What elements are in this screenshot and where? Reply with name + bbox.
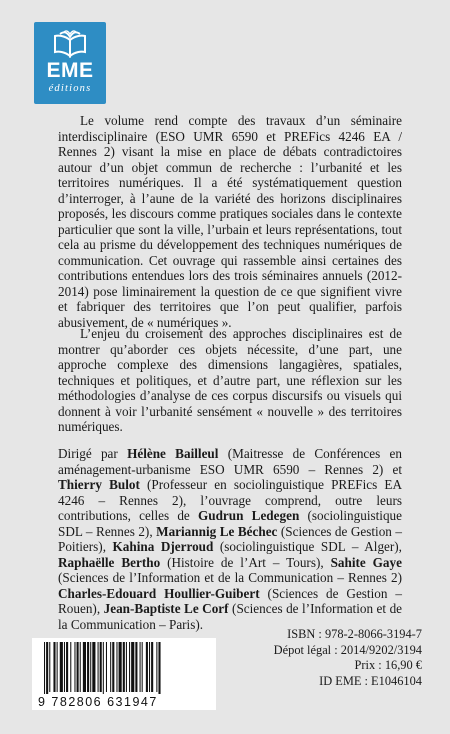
barcode-bar: [135, 642, 137, 692]
contributors-text: (Sciences de l’Information et de la Communication – Paris).: [58, 601, 403, 632]
legal-deposit: Dépot légal : 2014/9202/3194: [273, 642, 422, 657]
barcode-bar: [131, 642, 134, 692]
barcode-bar: [106, 642, 107, 692]
barcode-bar: [146, 642, 148, 692]
barcode-bar: [44, 642, 45, 694]
barcode-bar: [110, 642, 111, 692]
barcode-bar: [103, 642, 104, 694]
barcode-bar: [77, 642, 79, 692]
barcode-bar: [98, 642, 99, 692]
barcode-bar: [87, 642, 89, 692]
contributors-paragraph: [58, 446, 402, 632]
contributors-text: (Sciences de Gestion – Rouen),: [58, 585, 402, 616]
contributors-text: (Histoire de l’Art – Tours),: [160, 554, 331, 570]
barcode-digits: 9 782806 631947: [38, 695, 158, 709]
contributor-name: Kahina Djerroud: [112, 539, 214, 554]
barcode-bar: [116, 642, 117, 692]
open-book-icon: [54, 30, 86, 58]
isbn: ISBN : 978-2-8066-3194-7: [287, 627, 422, 641]
barcode-bar: [92, 642, 95, 692]
contributors-text: (Professeur en sociolinguistique PREFics EA 4246 – Rennes 2), l’ouvrage comprend, outre leurs contributions, celles de: [58, 477, 402, 523]
contributor-name: Sahite Gaye: [330, 554, 402, 570]
barcode-bar: [129, 642, 130, 692]
barcode-bar: [119, 642, 122, 692]
logo-brand: EME: [46, 59, 94, 82]
contributor-name: Jean-Baptiste Le Corf: [103, 601, 229, 616]
barcode-bar: [57, 642, 58, 692]
contributors-text: Dirigé par: [58, 446, 128, 461]
barcode-bars: [42, 642, 206, 694]
barcode-bar: [156, 642, 157, 692]
barcode-bar: [123, 642, 125, 692]
barcode-bar: [83, 642, 86, 692]
barcode-bar: [74, 642, 75, 692]
barcode-bar: [100, 642, 102, 692]
author-name: Thierry Bulot: [58, 477, 140, 492]
contributor-name: Charles-Edouard Houllier-Guibert: [58, 585, 260, 601]
publisher-logo: [34, 22, 106, 104]
logo-subtitle: éditions: [48, 83, 92, 94]
barcode-bar: [158, 642, 160, 694]
contributors-text: (Maitresse de Conférences en aménagement-urbanisme ESO UMR 6590 – Rennes 2) et: [58, 446, 402, 477]
barcode-bar: [149, 642, 150, 692]
contributor-name: Raphaëlle Bertho: [58, 554, 161, 570]
author-name: Hélène Bailleul: [127, 446, 219, 461]
contributors-text: (Sciences de l’Information et de la Communication – Rennes 2): [58, 570, 402, 585]
contributors-text: (Sciences de Gestion – Poitiers),: [58, 523, 402, 554]
summary-paragraph-2: L’enjeu du croisement des approches disciplinaires est de montrer qu’aborder ces objets nécessite, d’une part, une approche complexe des dimensions langagières, spatiales, techniques et politiques, et d’autre part, une réflexion sur les méthodologies d’analyse de ces corpus discursifs ou visuels qui donnent à voir l’urbanité sensément « nouvelle » des territoires numériques.: [58, 326, 402, 434]
barcode-bar: [80, 642, 81, 692]
barcode-bar: [142, 642, 143, 692]
barcode-bar: [151, 642, 153, 692]
barcode-bar: [53, 642, 55, 692]
barcode-bar: [112, 642, 114, 692]
barcode-bar: [126, 642, 127, 692]
eme-id: ID EME : E1046104: [319, 673, 422, 688]
barcode-bar: [60, 642, 63, 692]
contributor-name: Gudrun Ledegen: [198, 508, 300, 523]
barcode-bar: [66, 642, 68, 692]
contributors-text: (sociolinguistique SDL – Alger),: [213, 539, 402, 554]
publication-info: [274, 627, 422, 689]
barcode-bar: [46, 642, 48, 694]
barcode-bar: [70, 642, 71, 692]
summary-paragraph-1: Le volume rend compte des travaux d’un séminaire interdisciplinaire (ESO UMR 6590 et PREFics 4246 EA / Rennes 2) visant la mise en place de débats contradictoires autour d’un objet commun de recherche : l’urbanité et les territoires numériques. Il a été systématiquement question d’interroger, à l’aune de la variété des horizons disciplinaires proposés, les discours comme pratiques sociales dans le contexte particulier que sont la ville, l’urbain et leurs représentations, tout cela au prisme du développement des techniques numériques de communication. Cet ouvrage qui rassemble ainsi certaines des contributions entendues lors des trois séminaires annuels (2012-2014) pose liminairement la question de ce que signifient vivre et fabriquer des territoires que l’on peut qualifier, parfois abusivement, de « numériques ».: [58, 113, 402, 330]
barcode: [32, 638, 216, 710]
barcode-bar: [140, 642, 141, 692]
barcode-bar: [64, 642, 65, 692]
contributor-name: Mariannig Le Béchec: [156, 523, 278, 539]
barcode-bar: [49, 642, 50, 692]
contributors-text: (sociolinguistique SDL – Rennes 2),: [58, 508, 402, 539]
price: Prix : 16,90 €: [354, 658, 422, 673]
barcode-bar: [90, 642, 91, 692]
